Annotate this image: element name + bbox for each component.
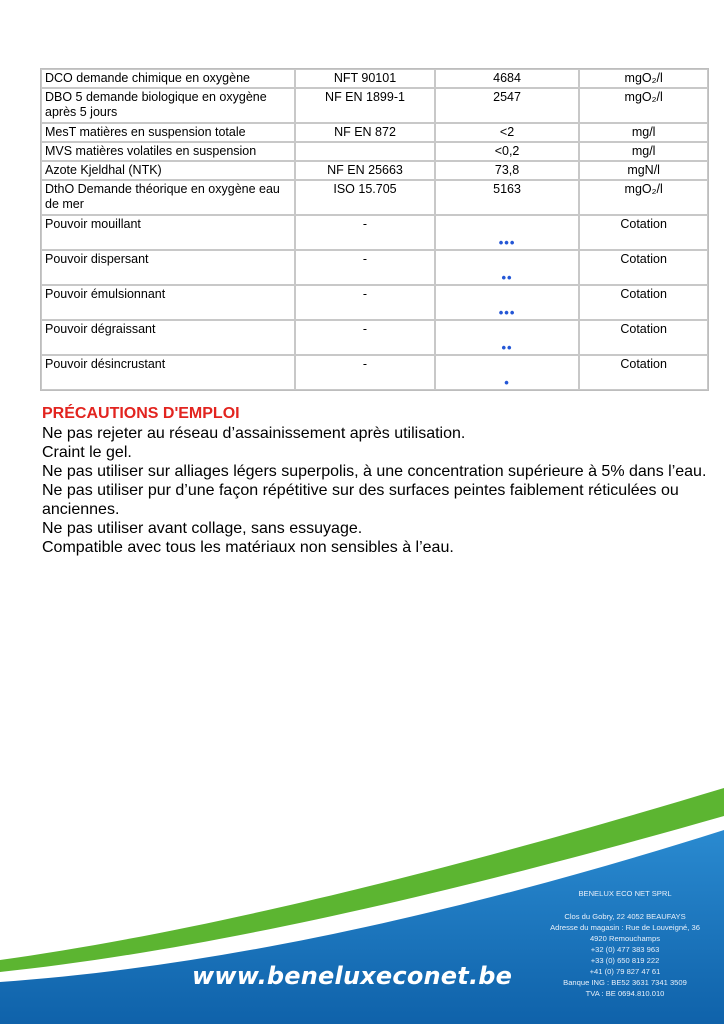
- norm-value: NF EN 25663: [295, 161, 435, 180]
- phone-line: +32 (0) 477 383 963: [590, 945, 660, 954]
- table-row: [41, 180, 708, 215]
- parameter-name: Pouvoir mouillant: [41, 215, 295, 250]
- measured-value: 5163: [435, 180, 580, 215]
- norm-value: -: [295, 355, 435, 390]
- unit-value: Cotation: [579, 355, 708, 390]
- norm-value: -: [295, 215, 435, 250]
- rating-dots: ••: [501, 340, 513, 355]
- phone-line: +41 (0) 79 827 47 61: [589, 967, 661, 976]
- rating-cell: [435, 215, 580, 250]
- precaution-line: Ne pas utiliser sur alliages légers superpolis, à une concentration supérieure à 5% dans l’eau.: [42, 463, 707, 480]
- rating-cell: [435, 355, 580, 390]
- address-line: Adresse du magasin : Rue de Louveigné, 36: [550, 923, 700, 932]
- table-row: [41, 142, 708, 161]
- measured-value: 2547: [435, 88, 580, 123]
- precautions-title: PRÉCAUTIONS D'EMPLOI: [42, 405, 240, 422]
- parameter-name: Pouvoir émulsionnant: [41, 285, 295, 320]
- table-row: [41, 285, 708, 320]
- table-row: [41, 69, 708, 88]
- parameter-name: DBO 5 demande biologique en oxygène après 5 jours: [41, 88, 295, 123]
- norm-value: -: [295, 285, 435, 320]
- unit-value: Cotation: [579, 215, 708, 250]
- norm-value: -: [295, 250, 435, 285]
- unit-value: Cotation: [579, 285, 708, 320]
- precautions-section: [42, 404, 710, 557]
- norm-value: NF EN 1899-1: [295, 88, 435, 123]
- parameter-name: DCO demande chimique en oxygène: [41, 69, 295, 88]
- company-info: [540, 888, 710, 999]
- rating-dots: •: [504, 375, 510, 390]
- unit-value: Cotation: [579, 250, 708, 285]
- table-row: [41, 215, 708, 250]
- unit-value: mgO₂/l: [579, 88, 708, 123]
- parameter-name: MVS matières volatiles en suspension: [41, 142, 295, 161]
- norm-value: NFT 90101: [295, 69, 435, 88]
- parameter-name: DthO Demande théorique en oxygène eau de mer: [41, 180, 295, 215]
- unit-value: mgN/l: [579, 161, 708, 180]
- table-row: [41, 250, 708, 285]
- table-row: [41, 161, 708, 180]
- measured-value: <0,2: [435, 142, 580, 161]
- website-url[interactable]: www.beneluxeconet.be: [192, 962, 513, 990]
- norm-value: -: [295, 320, 435, 355]
- rating-cell: [435, 285, 580, 320]
- precaution-line: Ne pas utiliser pur d’une façon répétitive sur des surfaces peintes faiblement réticulées ou anciennes.: [42, 482, 679, 518]
- parameter-name: Pouvoir dispersant: [41, 250, 295, 285]
- measured-value: 4684: [435, 69, 580, 88]
- norm-value: [295, 142, 435, 161]
- phone-line: +33 (0) 650 819 222: [590, 956, 660, 965]
- table-row: [41, 88, 708, 123]
- rating-dots: ••: [501, 270, 513, 285]
- address-line: 4920 Remouchamps: [589, 934, 661, 943]
- rating-cell: [435, 320, 580, 355]
- norm-value: ISO 15.705: [295, 180, 435, 215]
- rating-dots: •••: [498, 305, 516, 320]
- measured-value: 73,8: [435, 161, 580, 180]
- unit-value: mg/l: [579, 142, 708, 161]
- footer-banner: [0, 760, 724, 1024]
- parameter-name: MesT matières en suspension totale: [41, 123, 295, 142]
- norm-value: NF EN 872: [295, 123, 435, 142]
- measured-value: <2: [435, 123, 580, 142]
- rating-dots: •••: [498, 235, 516, 250]
- rating-cell: [435, 250, 580, 285]
- table-row: [41, 355, 708, 390]
- unit-value: mgO₂/l: [579, 69, 708, 88]
- bank-line: Banque ING : BE52 3631 7341 3509: [563, 978, 687, 987]
- unit-value: Cotation: [579, 320, 708, 355]
- precaution-line: Compatible avec tous les matériaux non sensibles à l’eau.: [42, 539, 454, 556]
- parameter-name: Azote Kjeldhal (NTK): [41, 161, 295, 180]
- parameter-name: Pouvoir dégraissant: [41, 320, 295, 355]
- address-line: Clos du Gobry, 22 4052 BEAUFAYS: [564, 912, 686, 921]
- vat-line: TVA : BE 0694.810.010: [585, 989, 665, 998]
- precaution-line: Craint le gel.: [42, 444, 132, 461]
- parameter-name: Pouvoir désincrustant: [41, 355, 295, 390]
- precaution-line: Ne pas rejeter au réseau d’assainissement après utilisation.: [42, 425, 466, 442]
- precaution-line: Ne pas utiliser avant collage, sans essuyage.: [42, 520, 363, 537]
- unit-value: mgO₂/l: [579, 180, 708, 215]
- table-row: [41, 320, 708, 355]
- unit-value: mg/l: [579, 123, 708, 142]
- company-name: BENELUX ECO NET SPRL: [578, 889, 672, 898]
- analysis-table: [40, 68, 709, 391]
- table-row: [41, 123, 708, 142]
